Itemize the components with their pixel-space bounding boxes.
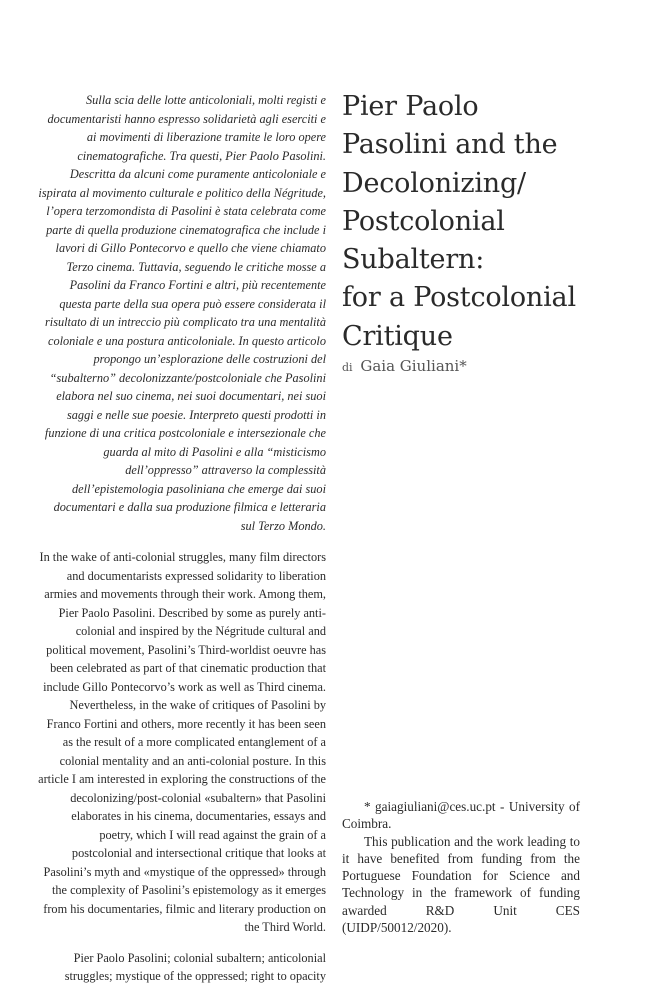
article-title	[342, 88, 612, 356]
footnote-funding: This publication and the work leading to it have benefited from funding from the Portuguese Foundation for Science and Technology in the framework of funding awarded R&D Unit CES (UIDP/50012/2020).	[342, 833, 580, 936]
title-line: for a Postcolonial	[342, 282, 576, 314]
footnote-affiliation: * gaiagiuliani@ces.uc.pt - University of Coimbra.	[342, 799, 580, 832]
title-line: Pier Paolo	[342, 91, 479, 122]
author-name: Gaia Giuliani*	[360, 357, 467, 376]
footnote	[342, 798, 580, 936]
title-line: Pasolini and the	[342, 129, 558, 161]
title-line: Postcolonial	[342, 205, 505, 237]
keywords: Pier Paolo Pasolini; colonial subaltern; anticolonial struggles; mystique of the oppressed; right to opacity	[64, 950, 326, 983]
author-byline	[342, 357, 612, 375]
abstract-italian: Sulla scia delle lotte anticoloniali, molti registi e documentaristi hanno espresso solidarietà agli eserciti e ai movimenti di liberazione tramite le loro opere cinematografiche. Tra questi, Pier Paolo Pasolini. Descritta da alcuni come puramente anticoloniale e ispirata al movimento culturale e politico della Négritude, l’opera terzomondista di Pasolini è stata celebrata come parte di quella produzione cinematografica che include i lavori di Gillo Pontecorvo e quello che viene chiamato Terzo cinema. Tuttavia, seguendo le critiche mosse a Pasolini da Franco Fortini e altri, più recentemente questa parte della sua opera può essere considerata il risultato di un intreccio più complicato tra una mentalità coloniale e una postura anticoloniale. In questo articolo propongo un’esplorazione delle costruzioni del “subalterno” decolonizzante/postcoloniale che Pasolini elabora nel suo cinema, nei suoi documentari, nei suoi saggi e nelle sue poesie. Interpreto questi prodotti in funzione di una critica postcoloniale e intersezionale che guarda al mito di Pasolini e alla “misticismo dell’oppresso” attraverso la complessità dell’epistemologia pasoliniana che emerge dai suoi documentari e dalla sua produzione filmica e letteraria sul Terzo Mondo.	[38, 93, 326, 533]
author-prefix: di	[342, 361, 353, 375]
title-line: Subaltern:	[342, 244, 485, 276]
abstract-column	[38, 91, 326, 986]
abstract-english: In the wake of anti-colonial struggles, many film directors and documentarists expressed solidarity to liberation armies and movements through their work. Among them, Pier Paolo Pasolini. Described by some as purely anti-colonial and inspired by the Négritude cultural and political movement, Pasolini’s Third-worldist oeuvre has been celebrated as part of that cinematic production that include Gillo Pontecorvo’s work as well as Third cinema. Nevertheless, in the wake of critiques of Pasolini by Franco Fortini and others, more recently it has been seen as the result of a more complicated entanglement of a colonial mentality and an anti-colonial posture. In this article I am interested in exploring the constructions of the decolonizing/post-colonial «subaltern» that Pasolini elaborates in his cinema, documentaries, essays and poetry, which I will read against the grain of a postcolonial and intersectional critique that looks at Pasolini’s myth and «mystique of the oppressed» through the complexity of Pasolini’s epistemology as it emerges from his documentaries, filmic and literary production on the Third World.	[38, 550, 326, 934]
title-line: Decolonizing/	[342, 167, 526, 199]
title-line: Critique	[342, 320, 453, 352]
title-column	[342, 88, 612, 375]
